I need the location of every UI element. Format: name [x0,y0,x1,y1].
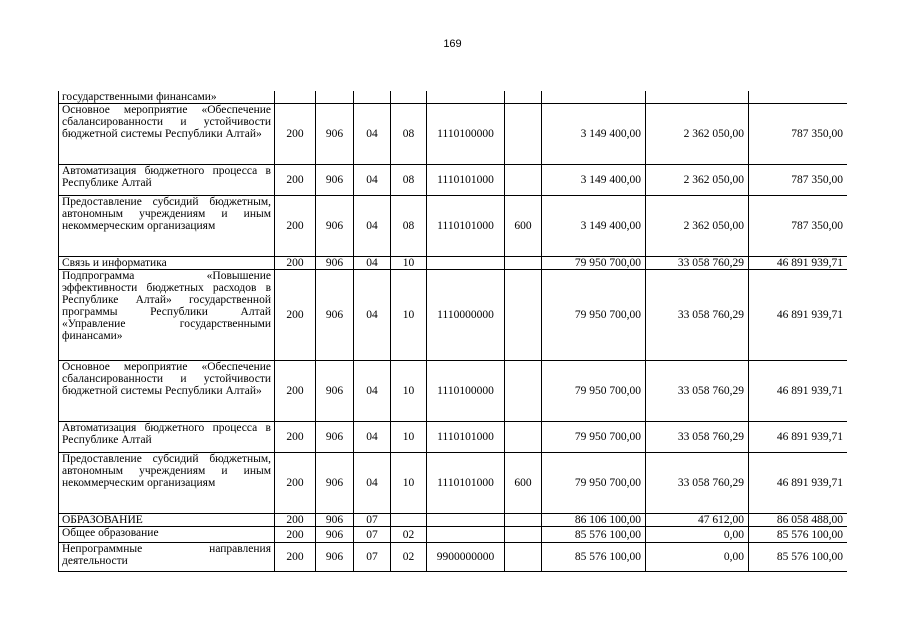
table-row [59,91,848,104]
amount-cell: 46 891 939,71 [749,422,848,453]
section-cell: 04 [354,104,391,165]
code-cell: 200 [275,527,316,543]
table-row [59,104,848,165]
table-row [59,257,848,270]
code-cell: 200 [275,422,316,453]
amount-cell: 33 058 760,29 [646,422,749,453]
section-cell: 04 [354,165,391,196]
amount-cell: 33 058 760,29 [646,453,749,514]
subsection-cell: 10 [391,361,427,422]
row-name-cell: Предоставление субсидий бюджетным, автономным учреждениям и иным некоммерческим организациям [59,453,275,514]
target-article-cell: 1110000000 [427,270,505,361]
code-cell: 906 [316,165,354,196]
subsection-cell: 10 [391,270,427,361]
row-name-cell: Непрограммные направления деятельности [59,543,275,572]
expense-type-cell [505,91,542,104]
table-row [59,361,848,422]
table-body [59,91,848,572]
subsection-cell: 02 [391,543,427,572]
subsection-cell: 08 [391,196,427,257]
table-row [59,196,848,257]
target-article-cell: 1110101000 [427,453,505,514]
amount-cell: 85 576 100,00 [542,527,646,543]
expense-type-cell: 600 [505,196,542,257]
amount-cell: 46 891 939,71 [749,453,848,514]
row-name-cell: Связь и информатика [59,257,275,270]
code-cell: 906 [316,270,354,361]
code-cell: 906 [316,196,354,257]
section-cell: 07 [354,527,391,543]
amount-cell: 2 362 050,00 [646,104,749,165]
amount-cell [646,91,749,104]
page-number: 169 [443,38,462,50]
subsection-cell: 10 [391,422,427,453]
code-cell: 200 [275,104,316,165]
subsection-cell: 02 [391,527,427,543]
amount-cell: 86 058 488,00 [749,514,848,527]
code-cell: 200 [275,514,316,527]
expense-type-cell [505,527,542,543]
amount-cell: 46 891 939,71 [749,361,848,422]
section-cell: 07 [354,514,391,527]
table-row [59,514,848,527]
expense-type-cell [505,422,542,453]
code-cell: 906 [316,361,354,422]
amount-cell: 2 362 050,00 [646,165,749,196]
amount-cell: 79 950 700,00 [542,361,646,422]
expense-type-cell [505,514,542,527]
amount-cell: 79 950 700,00 [542,257,646,270]
amount-cell: 85 576 100,00 [749,543,848,572]
amount-cell: 0,00 [646,543,749,572]
row-name-cell: Основное мероприятие «Обеспечение сбалансированности и устойчивости бюджетной системы Республики Алтай» [59,104,275,165]
amount-cell: 33 058 760,29 [646,270,749,361]
code-cell: 906 [316,514,354,527]
target-article-cell [427,257,505,270]
target-article-cell: 1110100000 [427,104,505,165]
subsection-cell [391,91,427,104]
section-cell: 04 [354,270,391,361]
subsection-cell: 10 [391,257,427,270]
expense-type-cell [505,270,542,361]
section-cell: 04 [354,422,391,453]
amount-cell: 33 058 760,29 [646,361,749,422]
section-cell [354,91,391,104]
expense-type-cell [505,543,542,572]
amount-cell: 33 058 760,29 [646,257,749,270]
code-cell: 200 [275,453,316,514]
amount-cell: 85 576 100,00 [749,527,848,543]
row-name-cell: Автоматизация бюджетного процесса в Республике Алтай [59,422,275,453]
section-cell: 04 [354,453,391,514]
amount-cell: 787 350,00 [749,196,848,257]
amount-cell: 787 350,00 [749,104,848,165]
table-row [59,165,848,196]
amount-cell: 85 576 100,00 [542,543,646,572]
code-cell: 906 [316,422,354,453]
expense-type-cell: 600 [505,453,542,514]
expense-type-cell [505,165,542,196]
table-row [59,543,848,572]
code-cell: 906 [316,453,354,514]
budget-table [58,91,847,572]
code-cell: 906 [316,104,354,165]
amount-cell: 79 950 700,00 [542,270,646,361]
code-cell: 906 [316,257,354,270]
code-cell: 200 [275,196,316,257]
row-name-cell: Подпрограмма «Повышение эффективности бюджетных расходов в Республике Алтай» государственной программы Республики Алтай «Управление государственными финансами» [59,270,275,361]
expense-type-cell [505,104,542,165]
expense-type-cell [505,361,542,422]
table-row [59,422,848,453]
code-cell: 200 [275,361,316,422]
code-cell: 200 [275,270,316,361]
row-name-cell: Автоматизация бюджетного процесса в Республике Алтай [59,165,275,196]
code-cell: 200 [275,165,316,196]
row-name-cell: Основное мероприятие «Обеспечение сбалансированности и устойчивости бюджетной системы Республики Алтай» [59,361,275,422]
subsection-cell: 08 [391,165,427,196]
budget-table-container [58,91,847,577]
target-article-cell [427,514,505,527]
section-cell: 04 [354,196,391,257]
subsection-cell: 10 [391,453,427,514]
subsection-cell [391,514,427,527]
amount-cell: 3 149 400,00 [542,165,646,196]
code-cell: 906 [316,527,354,543]
code-cell [275,91,316,104]
row-name-cell: государственными финансами» [59,91,275,104]
target-article-cell: 1110101000 [427,196,505,257]
amount-cell: 46 891 939,71 [749,257,848,270]
amount-cell: 787 350,00 [749,165,848,196]
amount-cell: 0,00 [646,527,749,543]
amount-cell: 3 149 400,00 [542,104,646,165]
target-article-cell: 1110100000 [427,361,505,422]
amount-cell: 2 362 050,00 [646,196,749,257]
target-article-cell: 1110101000 [427,422,505,453]
table-row [59,527,848,543]
code-cell [316,91,354,104]
section-cell: 07 [354,543,391,572]
code-cell: 906 [316,543,354,572]
section-cell: 04 [354,361,391,422]
amount-cell: 47 612,00 [646,514,749,527]
expense-type-cell [505,257,542,270]
amount-cell: 46 891 939,71 [749,270,848,361]
amount-cell: 3 149 400,00 [542,196,646,257]
code-cell: 200 [275,543,316,572]
target-article-cell [427,527,505,543]
subsection-cell: 08 [391,104,427,165]
amount-cell: 86 106 100,00 [542,514,646,527]
amount-cell: 79 950 700,00 [542,422,646,453]
target-article-cell: 9900000000 [427,543,505,572]
amount-cell [542,91,646,104]
row-name-cell: ОБРАЗОВАНИЕ [59,514,275,527]
row-name-cell: Общее образование [59,527,275,543]
amount-cell: 79 950 700,00 [542,453,646,514]
table-row [59,270,848,361]
section-cell: 04 [354,257,391,270]
row-name-cell: Предоставление субсидий бюджетным, автономным учреждениям и иным некоммерческим организациям [59,196,275,257]
target-article-cell: 1110101000 [427,165,505,196]
amount-cell [749,91,848,104]
code-cell: 200 [275,257,316,270]
target-article-cell [427,91,505,104]
table-row [59,453,848,514]
